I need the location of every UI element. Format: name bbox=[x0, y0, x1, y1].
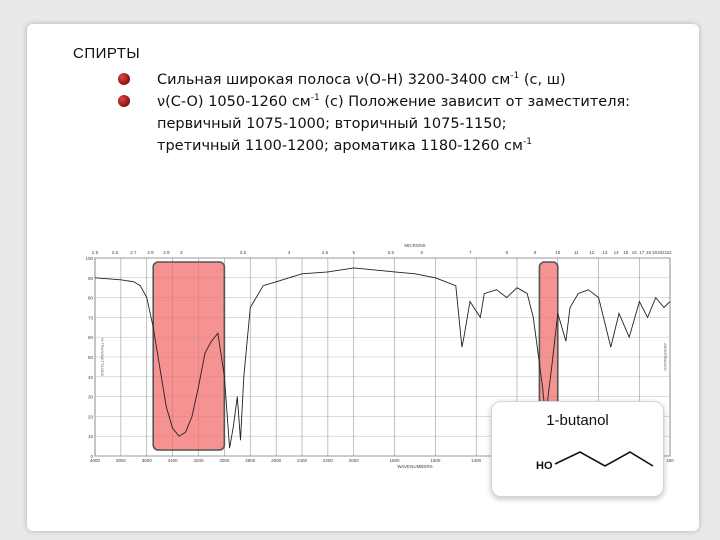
molecule-name: 1-butanol bbox=[546, 412, 609, 429]
text-line-1: Сильная широкая полоса ν(O-H) 3200-3400 $см^{-1}$ (с, ш) bbox=[157, 71, 566, 88]
top-tick-label: 15 bbox=[623, 250, 629, 255]
top-tick-label: 9 bbox=[533, 250, 537, 255]
top-tick-label: 2.5 bbox=[91, 250, 99, 255]
left-axis-title: % TRANSMITTANCE bbox=[100, 337, 105, 377]
description-text bbox=[157, 69, 687, 157]
x-tick-label: 2400 bbox=[296, 458, 308, 463]
y-tick-label: 60 bbox=[87, 335, 93, 341]
top-tick-label: 8 bbox=[505, 250, 509, 255]
top-tick-label: 2.7 bbox=[130, 250, 137, 255]
top-tick-label: 7 bbox=[469, 250, 472, 255]
top-axis-title: MICRONS bbox=[404, 243, 426, 248]
x-tick-label: 3400 bbox=[167, 458, 178, 463]
y-tick-label: 80 bbox=[87, 295, 93, 301]
x-tick-label: 3800 bbox=[115, 458, 126, 463]
x-tick-label: 3000 bbox=[219, 458, 230, 463]
top-tick-label: 2.9 bbox=[163, 250, 170, 255]
x-tick-label: 1600 bbox=[430, 458, 441, 463]
x-tick-label: 2600 bbox=[271, 458, 282, 463]
top-tick-label: 4.5 bbox=[321, 250, 329, 255]
top-tick-label: 13 bbox=[602, 250, 608, 255]
top-tick-label: 20 bbox=[657, 250, 663, 255]
y-tick-label: 10 bbox=[87, 434, 93, 440]
butanol-structure bbox=[492, 402, 663, 496]
top-tick-label: 11 bbox=[573, 250, 579, 255]
top-tick-label: 10 bbox=[555, 250, 561, 255]
highlight-band bbox=[153, 262, 224, 450]
carbon-chain bbox=[555, 452, 653, 466]
bullet-icon bbox=[118, 95, 130, 107]
y-tick-label: 0 bbox=[90, 454, 93, 459]
text-line-2: ν(C-O) 1050-1260 $см^{-1}$ (с) Положение зависит от заместителя: bbox=[157, 93, 631, 110]
x-tick-label: 3200 bbox=[193, 458, 204, 463]
x-tick-label: 2800 bbox=[245, 458, 256, 463]
y-tick-label: 100 bbox=[85, 256, 93, 261]
top-tick-label: 3 bbox=[179, 250, 183, 255]
top-tick-label: 17 bbox=[639, 250, 645, 255]
molecule-card bbox=[491, 401, 664, 497]
x-tick-label: 450 bbox=[666, 458, 674, 463]
x-tick-label: 1800 bbox=[389, 458, 400, 463]
top-tick-label: 6 bbox=[420, 250, 424, 255]
top-tick-label: 21 bbox=[662, 250, 668, 255]
bullet-icon bbox=[118, 73, 130, 85]
top-tick-label: 5 bbox=[352, 250, 356, 255]
top-tick-label: 14 bbox=[613, 250, 619, 255]
bottom-axis-title: WAVENUMBERS bbox=[397, 464, 433, 469]
y-tick-label: 90 bbox=[87, 275, 93, 281]
y-tick-label: 50 bbox=[87, 355, 93, 360]
x-tick-label: 1400 bbox=[471, 458, 482, 463]
right-axis-title: ABSORBANCE bbox=[663, 343, 668, 371]
top-tick-label: 18 bbox=[645, 250, 651, 255]
x-tick-label: 2000 bbox=[348, 458, 359, 463]
y-tick-label: 30 bbox=[87, 394, 93, 400]
hydroxyl-label: HO bbox=[536, 460, 553, 472]
y-tick-label: 40 bbox=[87, 374, 93, 380]
text-line-3: первичный 1075-1000; вторичный 1075-1150; bbox=[157, 116, 507, 132]
text-line-4: третичный 1100-1200; ароматика 1180-1260 $см^{-1}$ bbox=[157, 137, 532, 154]
top-tick-label: 5.5 bbox=[387, 250, 394, 255]
top-tick-label: 22 bbox=[666, 250, 672, 255]
top-tick-label: 12 bbox=[589, 250, 595, 255]
top-tick-label: 16 bbox=[631, 250, 637, 255]
top-tick-label: 2.8 bbox=[147, 250, 154, 255]
top-tick-label: 2.6 bbox=[111, 250, 119, 255]
top-tick-label: 3.5 bbox=[239, 250, 246, 255]
top-tick-label: 4 bbox=[287, 250, 291, 255]
y-tick-label: 70 bbox=[87, 315, 93, 321]
x-tick-label: 4000 bbox=[89, 458, 101, 463]
slide-title: СПИРТЫ bbox=[73, 45, 141, 62]
x-tick-label: 2200 bbox=[322, 458, 333, 463]
y-tick-label: 20 bbox=[87, 414, 93, 420]
top-tick-label: 19 bbox=[651, 250, 657, 255]
x-tick-label: 3600 bbox=[141, 458, 152, 463]
